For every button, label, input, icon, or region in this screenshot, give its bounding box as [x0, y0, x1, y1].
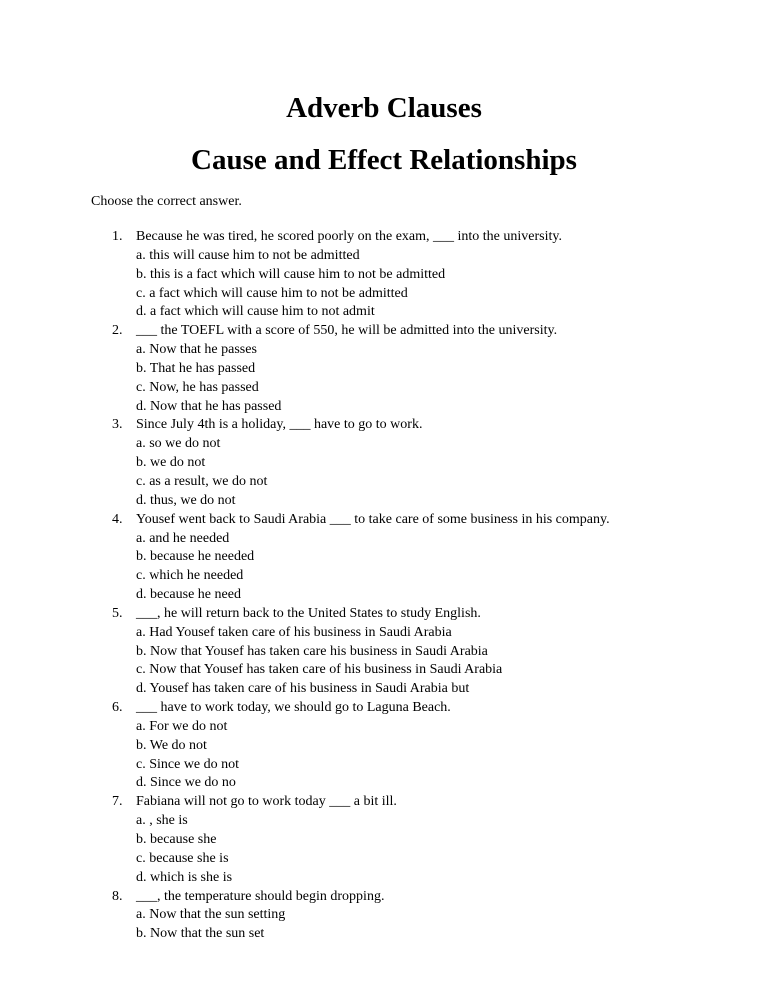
- answer-option: c. which he needed: [136, 568, 244, 584]
- answer-option: a. Now that he passes: [136, 342, 257, 358]
- question-item: [91, 322, 731, 416]
- question-item: [91, 511, 731, 605]
- answer-option: d. thus, we do not: [136, 492, 236, 508]
- instructions: Choose the correct answer.: [91, 194, 242, 209]
- answer-option: d. Now that he has passed: [136, 398, 282, 414]
- answer-option: b. because she: [136, 832, 217, 847]
- question-stem: ___, the temperature should begin dropping.: [136, 888, 385, 904]
- question-number: 4.: [112, 511, 123, 527]
- question-number: 5.: [112, 605, 123, 621]
- answer-option: d. Yousef has taken care of his business in Saudi Arabia but: [136, 681, 470, 697]
- answer-option: b. we do not: [136, 455, 206, 471]
- answer-option: a. this will cause him to not be admitted: [136, 247, 360, 263]
- question-item: [91, 699, 731, 793]
- question-number: 1.: [112, 229, 123, 244]
- answer-option: b. Now that the sun set: [136, 926, 265, 942]
- answer-option: a. , she is: [136, 813, 188, 829]
- question-number: 2.: [112, 323, 123, 339]
- question-item: [91, 605, 731, 699]
- answer-option: d. a fact which will cause him to not admit: [136, 304, 375, 320]
- question-stem: Fabiana will not go to work today ___ a bit ill.: [136, 794, 397, 810]
- question-number: 6.: [112, 700, 123, 716]
- answer-option: d. Since we do no: [136, 775, 236, 791]
- answer-option: a. so we do not: [136, 436, 221, 452]
- question-item: [91, 416, 731, 510]
- question-number: 8.: [112, 888, 123, 904]
- question-item: [91, 888, 731, 945]
- question-number: 3.: [112, 417, 123, 433]
- question-stem: ___ the TOEFL with a score of 550, he will be admitted into the university.: [136, 323, 558, 339]
- answer-option: c. Now that Yousef has taken care of his business in Saudi Arabia: [136, 662, 503, 678]
- answer-option: c. because she is: [136, 850, 229, 866]
- page-title: Adverb Clauses: [286, 92, 482, 124]
- answer-option: c. Since we do not: [136, 756, 240, 772]
- answer-option: c. Now, he has passed: [136, 379, 259, 395]
- question-stem: Because he was tired, he scored poorly on the exam, ___ into the university.: [136, 229, 562, 244]
- answer-option: c. as a result, we do not: [136, 473, 268, 489]
- question-stem: ___ have to work today, we should go to Laguna Beach.: [136, 700, 451, 716]
- question-stem: Since July 4th is a holiday, ___ have to go to work.: [136, 417, 423, 433]
- answer-option: a. For we do not: [136, 718, 228, 734]
- answer-option: d. which is she is: [136, 869, 233, 885]
- answer-option: c. a fact which will cause him to not be admitted: [136, 285, 408, 301]
- question-stem: ___, he will return back to the United States to study English.: [136, 605, 481, 621]
- question-item: [91, 793, 731, 887]
- answer-option: d. because he need: [136, 587, 241, 603]
- answer-option: b. because he needed: [136, 549, 255, 565]
- answer-option: a. Now that the sun setting: [136, 907, 286, 923]
- answer-option: a. Had Yousef taken care of his business in Saudi Arabia: [136, 624, 452, 640]
- answer-option: a. and he needed: [136, 530, 230, 546]
- page-subtitle: Cause and Effect Relationships: [191, 144, 577, 176]
- question-list: [91, 228, 731, 944]
- answer-option: b. We do not: [136, 737, 207, 753]
- answer-option: b. Now that Yousef has taken care his business in Saudi Arabia: [136, 643, 488, 659]
- answer-option: b. That he has passed: [136, 360, 256, 376]
- question-item: [91, 228, 731, 322]
- question-number: 7.: [112, 794, 123, 810]
- question-stem: Yousef went back to Saudi Arabia ___ to take care of some business in his company.: [136, 511, 610, 527]
- answer-option: b. this is a fact which will cause him to not be admitted: [136, 266, 446, 282]
